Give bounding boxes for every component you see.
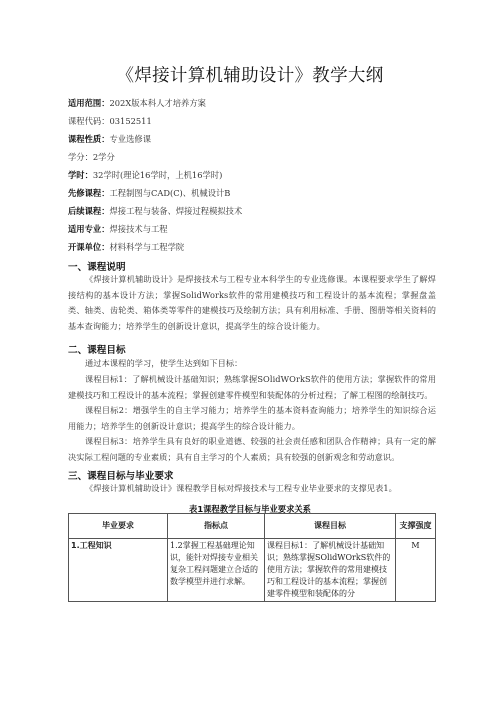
objectives-requirements-table [68, 513, 436, 602]
meta-value: 32学时(理论16学时，上机16学时) [92, 170, 223, 180]
meta-value: 焊接工程与装备、焊接过程模拟技术 [109, 206, 243, 216]
cell-indicator [168, 539, 265, 602]
meta-label: 课程代码： [68, 116, 110, 126]
meta-label: 后续课程： [68, 206, 110, 216]
cell-strength-text: M [411, 541, 420, 550]
meta-value: 03152511 [109, 116, 152, 126]
meta-value: 材料科学与工程学院 [109, 242, 185, 252]
meta-scope [68, 98, 206, 109]
cell-indicator-text: 1.2掌握工程基础理论知识，能针对焊接专业相关复杂工程问题建立合适的数学模型并进行求解。 [170, 541, 258, 586]
table-caption: 表1课程教学目标与毕业要求关系 [189, 504, 311, 514]
meta-label: 适用范围： [68, 98, 110, 108]
column-header-requirement: 毕业要求 [69, 514, 168, 539]
objective-2: 课程目标2：增强学生的自主学习能力；培养学生的基本资料查询能力；培养学生的知识综合运用能力；培养学生的创新设计意识；提高学生的综合设计能力。 [68, 405, 436, 431]
meta-label: 学分： [68, 152, 93, 162]
section-heading-course-description: 一、课程说明 [68, 262, 126, 273]
meta-course-nature [68, 134, 151, 145]
meta-course-code [68, 116, 152, 127]
column-header-strength: 支撑强度 [396, 514, 436, 539]
column-header-indicator: 指标点 [168, 514, 265, 539]
page-title: 《焊接计算机辅助设计》教学大纲 [116, 66, 384, 86]
cell-requirement [69, 539, 168, 602]
table-row [69, 539, 436, 602]
meta-value: 焊接技术与工程 [109, 224, 168, 234]
table-header-row [69, 514, 436, 539]
objectives-intro: 通过本课程的学习，使学生达到如下目标： [85, 358, 243, 368]
section-heading-course-objectives: 二、课程目标 [68, 345, 126, 356]
meta-value: 专业选修课 [109, 134, 151, 144]
meta-label: 开课单位： [68, 242, 110, 252]
cell-requirement-text: 1.工程知识 [71, 541, 112, 550]
cell-strength [396, 539, 436, 602]
objective-1: 课程目标1：了解机械设计基础知识；熟练掌握SOlidWOrkS软件的使用方法；掌握软件的常用建模技巧和工程设计的基本流程；掌握创建零件模型和装配体的分析过程；了解工程图的绘制技巧。 [68, 374, 436, 400]
cell-goal [265, 539, 396, 602]
meta-label: 学时： [68, 170, 93, 180]
meta-hours [68, 170, 222, 181]
course-description-text: 《焊接计算机辅助设计》是焊接技术与工程专业本科学生的专业选修课。本课程要求学生了解焊接结构的基本设计方法；掌握SolidWorks软件的常用建模技巧和工程设计的基本流程；掌握盘盖类、轴类、齿轮类、箱体类等零件的建模技巧及绘制方法；具有利用标准、手册、图册等相关资料的基本查询能力；培养学生的创新设计意识，提高学生的综合设计能力。 [68, 274, 436, 331]
meta-follow-up-courses [68, 206, 242, 217]
meta-credits [68, 152, 115, 163]
section-heading-objectives-and-requirements: 三、课程目标与毕业要求 [68, 471, 174, 482]
objective-3: 课程目标3：培养学生具有良好的职业道德、较强的社会责任感和团队合作精神；具有一定的解决实际工程问题的专业素质；具有自主学习的个人素质；具有较强的创新观念和劳动意识。 [68, 436, 436, 462]
cell-goal-text: 课程目标1：了解机械设计基础知识；熟练掌握SOlidWOrkS软件的使用方法；掌握软件的常用建模技巧和工程设计的基本流程；掌握创建零件模型和装配体的分 [267, 541, 391, 598]
meta-value: 202X版本科人才培养方案 [109, 98, 206, 108]
meta-department [68, 242, 184, 253]
meta-label: 先修课程： [68, 188, 110, 198]
meta-value: 2学分 [92, 152, 115, 162]
meta-prerequisites [68, 188, 230, 199]
meta-major [68, 224, 168, 235]
column-header-goal: 课程目标 [265, 514, 396, 539]
meta-label: 课程性质： [68, 134, 110, 144]
meta-value: 工程制图与CAD(C)、机械设计B [109, 188, 231, 198]
meta-label: 适用专业： [68, 224, 110, 234]
support-table-intro: 《焊接计算机辅助设计》课程教学目标对焊接技术与工程专业毕业要求的支撑见表1。 [85, 483, 397, 493]
